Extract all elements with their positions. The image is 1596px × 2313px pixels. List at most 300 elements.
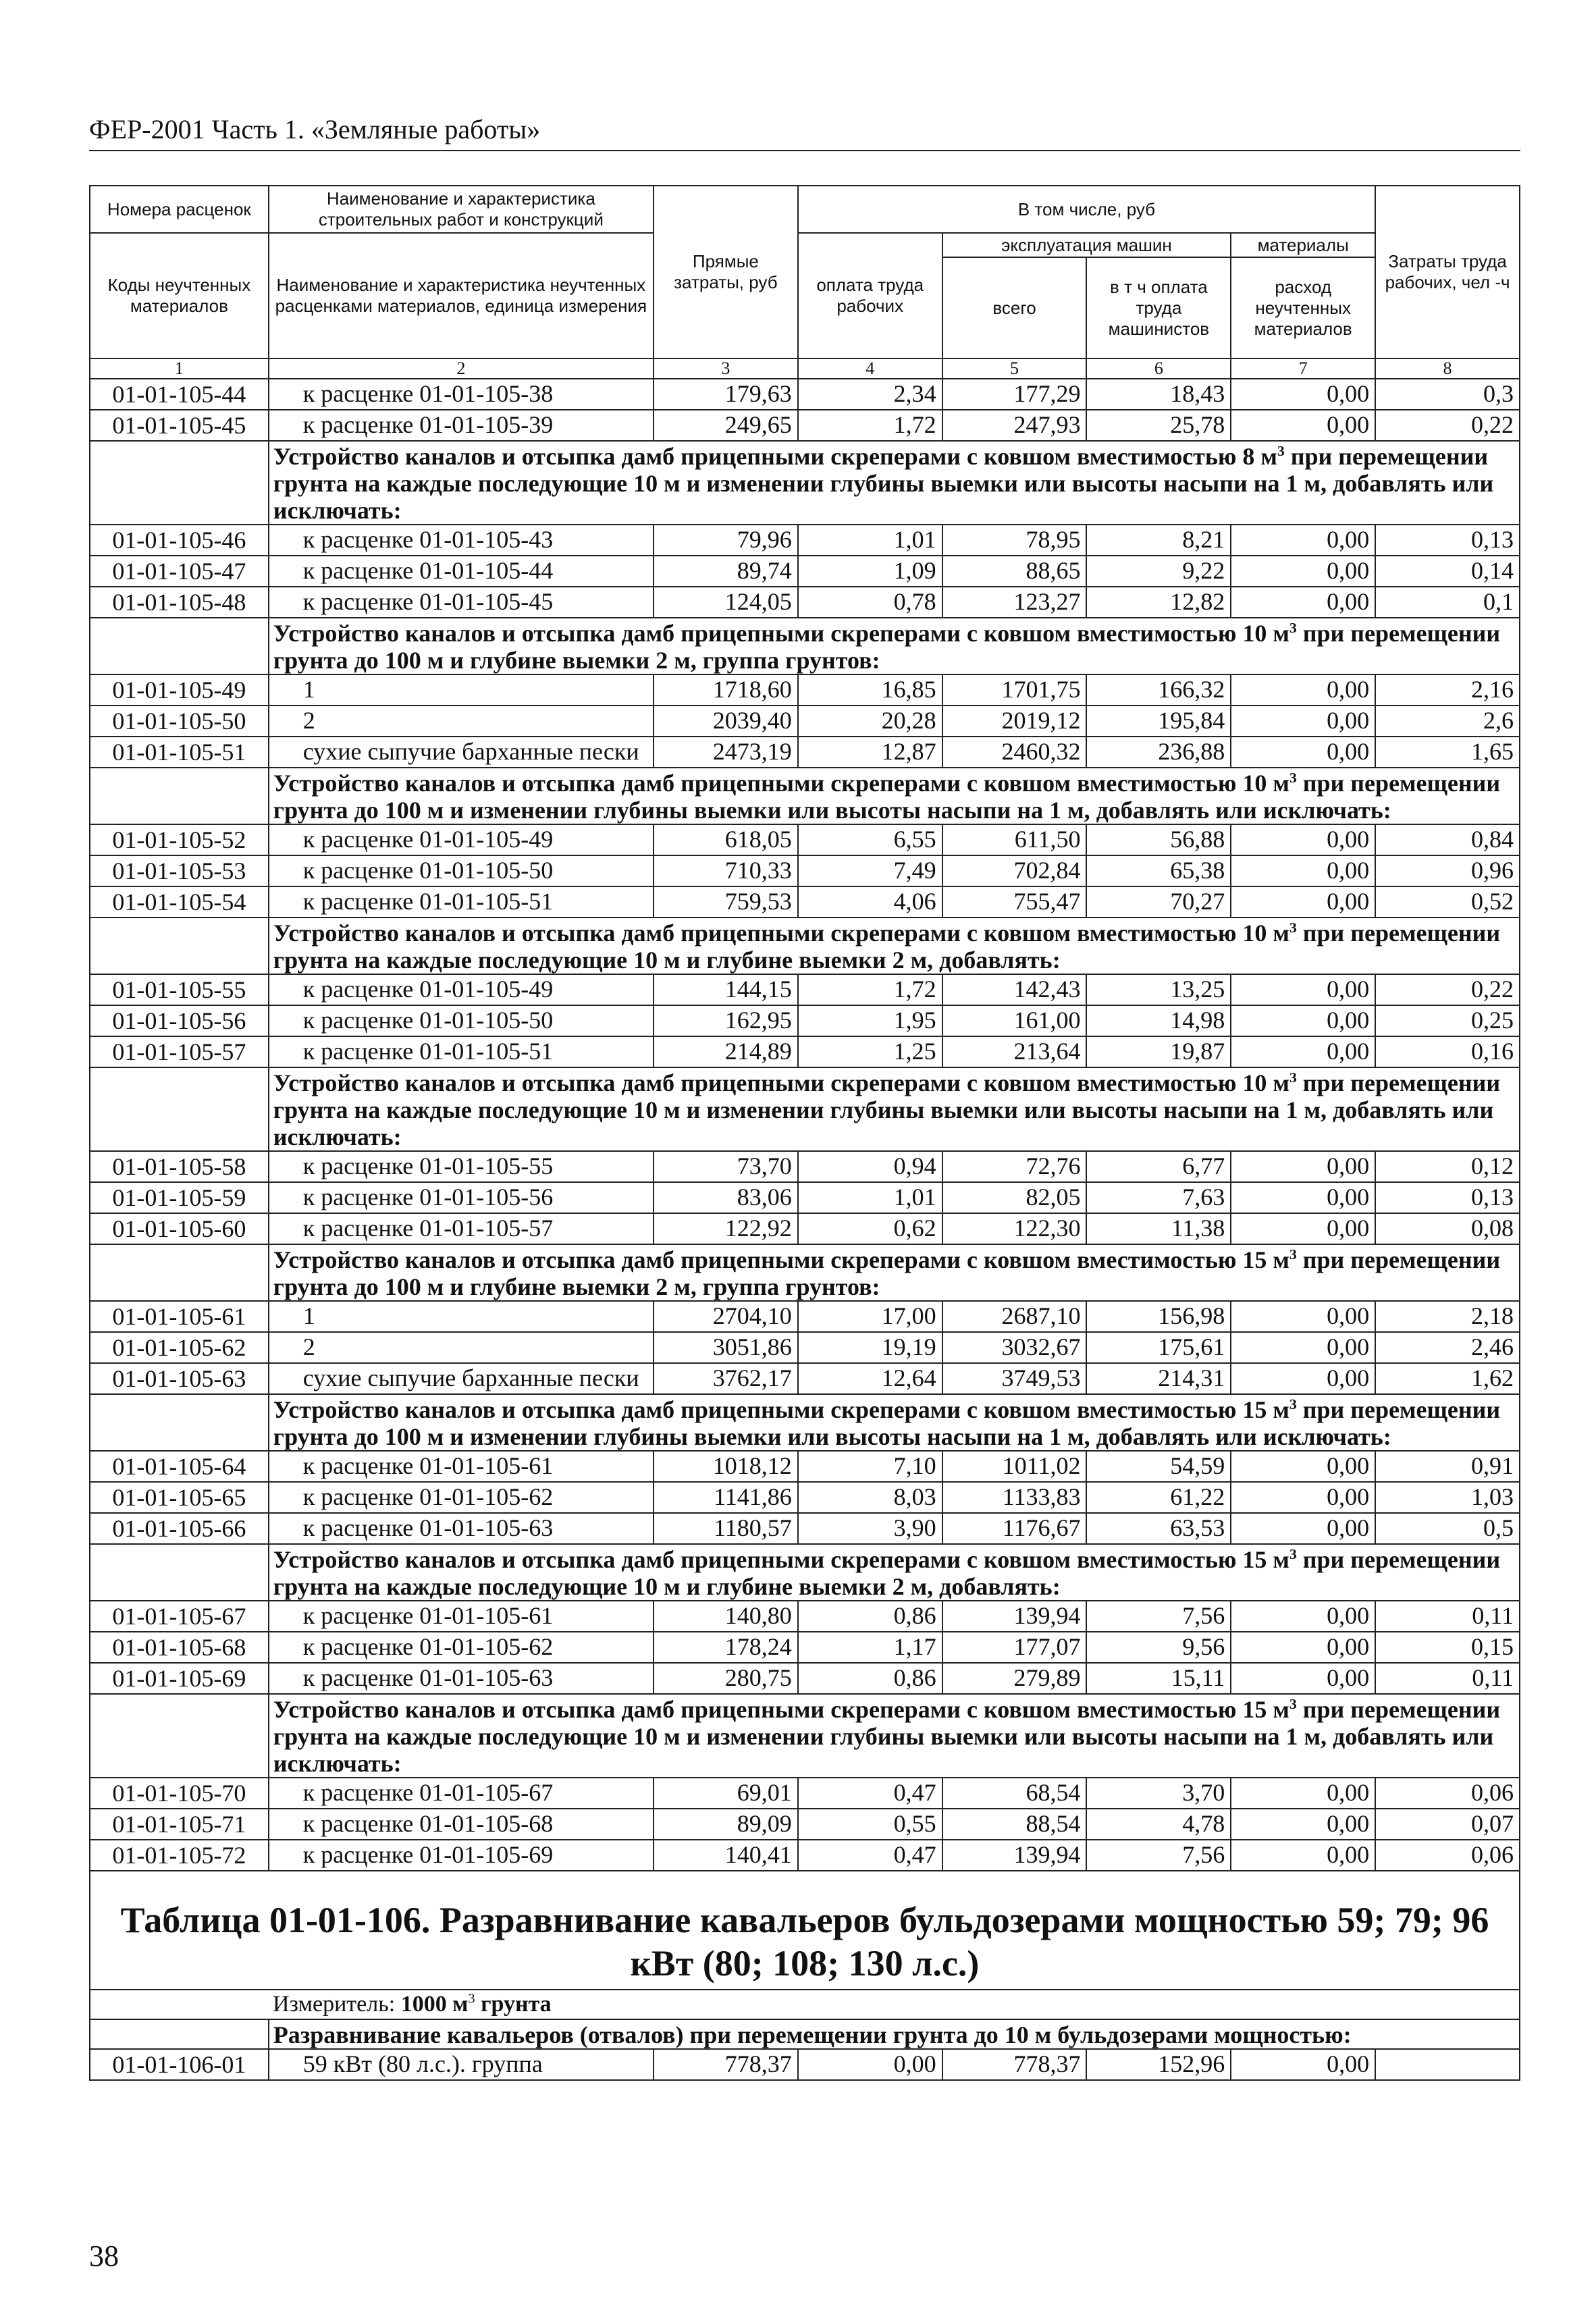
rate-code: 01-01-105-71 xyxy=(90,1809,269,1840)
page-number: 38 xyxy=(89,2239,119,2272)
rate-code: 01-01-105-70 xyxy=(90,1778,269,1809)
wages-value: 1,17 xyxy=(798,1632,942,1663)
section-heading xyxy=(269,768,1520,824)
wages-value: 0,78 xyxy=(798,587,942,618)
machines-total-value: 1133,83 xyxy=(942,1482,1087,1513)
section-text: Устройство каналов и отсыпка дамб прицепными скреперами с ковшом вместимостью 15 м xyxy=(273,1546,1289,1573)
machines-total-value: 88,65 xyxy=(942,556,1087,587)
labor-costs-value: 0,96 xyxy=(1375,855,1520,886)
table-row xyxy=(90,2049,1520,2080)
rate-name: к расценке 01-01-105-50 xyxy=(269,855,654,886)
section-blank xyxy=(90,1394,269,1451)
direct-costs-value: 162,95 xyxy=(654,1005,798,1036)
machinists-wages-value: 236,88 xyxy=(1086,737,1231,768)
machines-total-value: 139,94 xyxy=(942,1601,1087,1632)
machines-total-value: 1701,75 xyxy=(942,674,1087,706)
machines-total-value: 72,76 xyxy=(942,1151,1087,1182)
machines-total-value: 279,89 xyxy=(942,1663,1087,1694)
wages-value: 20,28 xyxy=(798,706,942,737)
measure-label: Измеритель: xyxy=(273,1992,401,2017)
section-unit-exponent: 3 xyxy=(1289,1696,1297,1712)
measure-unit xyxy=(90,1990,1520,2019)
section-unit-exponent: 3 xyxy=(1289,1069,1297,1086)
direct-costs-value: 249,65 xyxy=(654,410,798,441)
machines-total-value: 2019,12 xyxy=(942,706,1087,737)
rate-code: 01-01-106-01 xyxy=(90,2049,269,2080)
machines-total-value: 2687,10 xyxy=(942,1301,1087,1332)
wages-value: 1,72 xyxy=(798,410,942,441)
wages-value: 0,86 xyxy=(798,1663,942,1694)
rate-code: 01-01-105-50 xyxy=(90,706,269,737)
materials-value: 0,00 xyxy=(1231,1182,1375,1213)
section-unit-exponent: 3 xyxy=(1289,620,1297,636)
table-row xyxy=(90,1036,1520,1067)
materials-value: 0,00 xyxy=(1231,1482,1375,1513)
rate-code: 01-01-105-72 xyxy=(90,1840,269,1871)
col-material-names: Наименование и характеристика неучтенных расценками материалов, единица измерения xyxy=(269,233,654,358)
rate-name: к расценке 01-01-105-56 xyxy=(269,1182,654,1213)
section-blank xyxy=(90,618,269,674)
labor-costs-value: 0,11 xyxy=(1375,1663,1520,1694)
machinists-wages-value: 61,22 xyxy=(1086,1482,1231,1513)
col-number: 3 xyxy=(654,358,798,379)
machines-total-value: 702,84 xyxy=(942,855,1087,886)
rate-name: к расценке 01-01-105-45 xyxy=(269,587,654,618)
table-row xyxy=(90,1809,1520,1840)
col-material-use: расход неучтенных материалов xyxy=(1231,257,1375,358)
section-heading xyxy=(269,2019,1520,2049)
materials-value: 0,00 xyxy=(1231,1663,1375,1694)
machinists-wages-value: 13,25 xyxy=(1086,974,1231,1005)
rate-name: к расценке 01-01-105-51 xyxy=(269,1036,654,1067)
table-row xyxy=(90,1182,1520,1213)
wages-value: 1,25 xyxy=(798,1036,942,1067)
rate-code: 01-01-105-55 xyxy=(90,974,269,1005)
direct-costs-value: 83,06 xyxy=(654,1182,798,1213)
machinists-wages-value: 65,38 xyxy=(1086,855,1231,886)
col-material-codes: Коды неучтенных материалов xyxy=(90,233,269,358)
wages-value: 1,01 xyxy=(798,1182,942,1213)
table-row xyxy=(90,1151,1520,1182)
materials-value: 0,00 xyxy=(1231,1451,1375,1482)
table-row xyxy=(90,737,1520,768)
machinists-wages-value: 63,53 xyxy=(1086,1513,1231,1544)
machines-total-value: 3749,53 xyxy=(942,1363,1087,1394)
labor-costs-value: 0,06 xyxy=(1375,1778,1520,1809)
materials-value: 0,00 xyxy=(1231,1632,1375,1663)
labor-costs-value: 2,46 xyxy=(1375,1332,1520,1363)
table-title: Таблица 01-01-106. Разравнивание кавальеров бульдозерами мощностью 59; 79; 96 кВт (80; 108; 130 л.с.) xyxy=(90,1871,1520,1990)
section-heading xyxy=(269,918,1520,974)
labor-costs-value: 2,18 xyxy=(1375,1301,1520,1332)
section-row xyxy=(90,2019,1520,2049)
machinists-wages-value: 6,77 xyxy=(1086,1151,1231,1182)
rate-name: к расценке 01-01-105-61 xyxy=(269,1601,654,1632)
direct-costs-value: 140,80 xyxy=(654,1601,798,1632)
materials-value: 0,00 xyxy=(1231,855,1375,886)
section-text-cont: при перемещении грунта на каждые последующие 10 м и глубине выемки 2 м, добавлять: xyxy=(273,920,1501,974)
table-row xyxy=(90,1301,1520,1332)
section-unit-exponent: 3 xyxy=(1289,770,1297,786)
rate-name: к расценке 01-01-105-62 xyxy=(269,1632,654,1663)
wages-value: 16,85 xyxy=(798,674,942,706)
direct-costs-value: 89,09 xyxy=(654,1809,798,1840)
table-row xyxy=(90,1363,1520,1394)
rate-code: 01-01-105-60 xyxy=(90,1213,269,1244)
table-row xyxy=(90,1663,1520,1694)
machines-total-value: 247,93 xyxy=(942,410,1087,441)
materials-value: 0,00 xyxy=(1231,525,1375,556)
section-row xyxy=(90,768,1520,824)
col-direct-costs: Прямые затраты, руб xyxy=(654,186,798,358)
section-text-cont: при перемещении грунта до 100 м и изменении глубины выемки или высоты насыпи на 1 м, добавлять или исключать: xyxy=(273,770,1501,824)
rate-code: 01-01-105-49 xyxy=(90,674,269,706)
rate-name: к расценке 01-01-105-61 xyxy=(269,1451,654,1482)
table-header xyxy=(90,186,1520,379)
rate-name: к расценке 01-01-105-63 xyxy=(269,1663,654,1694)
direct-costs-value: 122,92 xyxy=(654,1213,798,1244)
rate-code: 01-01-105-65 xyxy=(90,1482,269,1513)
col-including: В том числе, руб xyxy=(798,186,1375,233)
section-unit-exponent: 3 xyxy=(1289,1396,1297,1412)
rate-name: к расценке 01-01-105-50 xyxy=(269,1005,654,1036)
wages-value: 3,90 xyxy=(798,1513,942,1544)
section-heading xyxy=(269,1544,1520,1601)
machinists-wages-value: 12,82 xyxy=(1086,587,1231,618)
wages-value: 12,87 xyxy=(798,737,942,768)
rate-code: 01-01-105-62 xyxy=(90,1332,269,1363)
section-blank xyxy=(90,1244,269,1301)
section-text-cont: при перемещении грунта на каждые последующие 10 м и изменении глубины выемки или высоты насыпи на 1 м, добавлять или исключать: xyxy=(273,1069,1501,1150)
labor-costs-value: 1,62 xyxy=(1375,1363,1520,1394)
rate-name: 2 xyxy=(269,706,654,737)
rate-code: 01-01-105-54 xyxy=(90,886,269,918)
section-text: Устройство каналов и отсыпка дамб прицепными скреперами с ковшом вместимостью 10 м xyxy=(273,1069,1289,1096)
labor-costs-value: 0,16 xyxy=(1375,1036,1520,1067)
labor-costs-value xyxy=(1375,2049,1520,2080)
rate-name: к расценке 01-01-105-57 xyxy=(269,1213,654,1244)
labor-costs-value: 0,22 xyxy=(1375,410,1520,441)
section-heading xyxy=(269,1694,1520,1778)
machines-total-value: 82,05 xyxy=(942,1182,1087,1213)
page-header: ФЕР-2001 Часть 1. «Земляные работы» xyxy=(89,115,1520,151)
table-row xyxy=(90,1213,1520,1244)
table-row xyxy=(90,824,1520,855)
machines-total-value: 177,07 xyxy=(942,1632,1087,1663)
rate-name: 1 xyxy=(269,1301,654,1332)
col-machines-incl: в т ч оплата труда машинистов xyxy=(1086,257,1231,358)
machinists-wages-value: 54,59 xyxy=(1086,1451,1231,1482)
col-number: 6 xyxy=(1086,358,1231,379)
rate-name: к расценке 01-01-105-49 xyxy=(269,974,654,1005)
labor-costs-value: 2,6 xyxy=(1375,706,1520,737)
machines-total-value: 142,43 xyxy=(942,974,1087,1005)
rate-name: к расценке 01-01-105-38 xyxy=(269,379,654,410)
materials-value: 0,00 xyxy=(1231,1036,1375,1067)
materials-value: 0,00 xyxy=(1231,1332,1375,1363)
labor-costs-value: 2,16 xyxy=(1375,674,1520,706)
measure-value: 1000 м xyxy=(400,1992,469,2017)
rate-code: 01-01-105-58 xyxy=(90,1151,269,1182)
machinists-wages-value: 8,21 xyxy=(1086,525,1231,556)
wages-value: 7,10 xyxy=(798,1451,942,1482)
rate-name: к расценке 01-01-105-62 xyxy=(269,1482,654,1513)
rate-code: 01-01-105-61 xyxy=(90,1301,269,1332)
section-blank xyxy=(90,768,269,824)
direct-costs-value: 2704,10 xyxy=(654,1301,798,1332)
machines-total-value: 88,54 xyxy=(942,1809,1087,1840)
section-text: Устройство каналов и отсыпка дамб прицепными скреперами с ковшом вместимостью 15 м xyxy=(273,1696,1289,1723)
wages-value: 1,72 xyxy=(798,974,942,1005)
rate-name: к расценке 01-01-105-67 xyxy=(269,1778,654,1809)
materials-value: 0,00 xyxy=(1231,1601,1375,1632)
machinists-wages-value: 70,27 xyxy=(1086,886,1231,918)
col-machines: эксплуатация машин xyxy=(942,233,1231,257)
direct-costs-value: 89,74 xyxy=(654,556,798,587)
labor-costs-value: 0,52 xyxy=(1375,886,1520,918)
machinists-wages-value: 18,43 xyxy=(1086,379,1231,410)
col-number: 8 xyxy=(1375,358,1520,379)
section-blank xyxy=(90,2019,269,2049)
direct-costs-value: 214,89 xyxy=(654,1036,798,1067)
direct-costs-value: 759,53 xyxy=(654,886,798,918)
section-unit-exponent: 3 xyxy=(1277,443,1285,459)
rate-code: 01-01-105-64 xyxy=(90,1451,269,1482)
materials-value: 0,00 xyxy=(1231,824,1375,855)
wages-value: 0,47 xyxy=(798,1778,942,1809)
section-heading xyxy=(269,441,1520,525)
labor-costs-value: 0,91 xyxy=(1375,1451,1520,1482)
direct-costs-value: 710,33 xyxy=(654,855,798,886)
machinists-wages-value: 4,78 xyxy=(1086,1809,1231,1840)
labor-costs-value: 0,13 xyxy=(1375,1182,1520,1213)
machinists-wages-value: 166,32 xyxy=(1086,674,1231,706)
table-row xyxy=(90,410,1520,441)
materials-value: 0,00 xyxy=(1231,379,1375,410)
rate-code: 01-01-105-57 xyxy=(90,1036,269,1067)
machinists-wages-value: 175,61 xyxy=(1086,1332,1231,1363)
machinists-wages-value: 7,56 xyxy=(1086,1601,1231,1632)
labor-costs-value: 0,84 xyxy=(1375,824,1520,855)
section-text: Устройство каналов и отсыпка дамб прицепными скреперами с ковшом вместимостью 15 м xyxy=(273,1246,1289,1273)
rate-code: 01-01-105-48 xyxy=(90,587,269,618)
labor-costs-value: 0,07 xyxy=(1375,1809,1520,1840)
machinists-wages-value: 19,87 xyxy=(1086,1036,1231,1067)
labor-costs-value: 0,11 xyxy=(1375,1601,1520,1632)
col-wages: оплата труда рабочих xyxy=(798,233,942,358)
col-number: 2 xyxy=(269,358,654,379)
labor-costs-value: 0,5 xyxy=(1375,1513,1520,1544)
table-row xyxy=(90,706,1520,737)
section-heading xyxy=(269,1394,1520,1451)
col-materials: материалы xyxy=(1231,233,1375,257)
section-unit-exponent: 3 xyxy=(1289,1546,1297,1562)
machines-total-value: 177,29 xyxy=(942,379,1087,410)
col-machines-total: всего xyxy=(942,257,1087,358)
table-row xyxy=(90,886,1520,918)
machines-total-value: 123,27 xyxy=(942,587,1087,618)
wages-value: 0,00 xyxy=(798,2049,942,2080)
wages-value: 1,01 xyxy=(798,525,942,556)
wages-value: 0,55 xyxy=(798,1809,942,1840)
rate-name: к расценке 01-01-105-44 xyxy=(269,556,654,587)
section-blank xyxy=(90,918,269,974)
machines-total-value: 161,00 xyxy=(942,1005,1087,1036)
rate-name: сухие сыпучие барханные пески xyxy=(269,737,654,768)
rate-name: сухие сыпучие барханные пески xyxy=(269,1363,654,1394)
direct-costs-value: 3051,86 xyxy=(654,1332,798,1363)
section-text: Устройство каналов и отсыпка дамб прицепными скреперами с ковшом вместимостью 10 м xyxy=(273,620,1289,647)
section-heading xyxy=(269,1067,1520,1151)
machinists-wages-value: 15,11 xyxy=(1086,1663,1231,1694)
labor-costs-value: 0,12 xyxy=(1375,1151,1520,1182)
section-row xyxy=(90,1244,1520,1301)
column-numbers-row xyxy=(90,358,1520,379)
materials-value: 0,00 xyxy=(1231,1513,1375,1544)
col-work-name: Наименование и характеристика строительных работ и конструкций xyxy=(269,186,654,233)
machinists-wages-value: 156,98 xyxy=(1086,1301,1231,1332)
section-unit-exponent: 3 xyxy=(1289,1246,1297,1262)
rate-code: 01-01-105-66 xyxy=(90,1513,269,1544)
wages-value: 0,47 xyxy=(798,1840,942,1871)
table-row xyxy=(90,1632,1520,1663)
section-heading xyxy=(269,618,1520,674)
direct-costs-value: 1018,12 xyxy=(654,1451,798,1482)
labor-costs-value: 1,03 xyxy=(1375,1482,1520,1513)
direct-costs-value: 3762,17 xyxy=(654,1363,798,1394)
section-row xyxy=(90,1394,1520,1451)
materials-value: 0,00 xyxy=(1231,1213,1375,1244)
section-text: Разравнивание кавальеров (отвалов) при перемещении грунта до 10 м бульдозерами мощностью: xyxy=(273,2021,1352,2048)
table-body xyxy=(90,379,1520,2080)
labor-costs-value: 0,22 xyxy=(1375,974,1520,1005)
machines-total-value: 122,30 xyxy=(942,1213,1087,1244)
wages-value: 8,03 xyxy=(798,1482,942,1513)
machines-total-value: 2460,32 xyxy=(942,737,1087,768)
machines-total-value: 3032,67 xyxy=(942,1332,1087,1363)
section-text-cont: при перемещении грунта на каждые последующие 10 м и изменении глубины выемки или высоты насыпи на 1 м, добавлять или исключать: xyxy=(273,443,1494,524)
materials-value: 0,00 xyxy=(1231,587,1375,618)
section-blank xyxy=(90,1067,269,1151)
section-text: Устройство каналов и отсыпка дамб прицепными скреперами с ковшом вместимостью 10 м xyxy=(273,920,1289,947)
direct-costs-value: 69,01 xyxy=(654,1778,798,1809)
labor-costs-value: 0,25 xyxy=(1375,1005,1520,1036)
machinists-wages-value: 14,98 xyxy=(1086,1005,1231,1036)
machinists-wages-value: 7,63 xyxy=(1086,1182,1231,1213)
direct-costs-value: 778,37 xyxy=(654,2049,798,2080)
section-blank xyxy=(90,441,269,525)
materials-value: 0,00 xyxy=(1231,1301,1375,1332)
labor-costs-value: 0,1 xyxy=(1375,587,1520,618)
wages-value: 7,49 xyxy=(798,855,942,886)
table-row xyxy=(90,556,1520,587)
direct-costs-value: 178,24 xyxy=(654,1632,798,1663)
machines-total-value: 778,37 xyxy=(942,2049,1087,2080)
machines-total-value: 755,47 xyxy=(942,886,1087,918)
rate-name: к расценке 01-01-105-43 xyxy=(269,525,654,556)
materials-value: 0,00 xyxy=(1231,1809,1375,1840)
machinists-wages-value: 195,84 xyxy=(1086,706,1231,737)
rate-code: 01-01-105-44 xyxy=(90,379,269,410)
wages-value: 17,00 xyxy=(798,1301,942,1332)
rate-name: к расценке 01-01-105-55 xyxy=(269,1151,654,1182)
direct-costs-value: 280,75 xyxy=(654,1663,798,1694)
machines-total-value: 213,64 xyxy=(942,1036,1087,1067)
labor-costs-value: 0,06 xyxy=(1375,1840,1520,1871)
machines-total-value: 139,94 xyxy=(942,1840,1087,1871)
materials-value: 0,00 xyxy=(1231,974,1375,1005)
col-number: 7 xyxy=(1231,358,1375,379)
direct-costs-value: 1180,57 xyxy=(654,1513,798,1544)
direct-costs-value: 73,70 xyxy=(654,1151,798,1182)
table-row xyxy=(90,1451,1520,1482)
materials-value: 0,00 xyxy=(1231,1778,1375,1809)
machinists-wages-value: 9,56 xyxy=(1086,1632,1231,1663)
wages-value: 0,94 xyxy=(798,1151,942,1182)
machines-total-value: 1011,02 xyxy=(942,1451,1087,1482)
rate-code: 01-01-105-68 xyxy=(90,1632,269,1663)
section-row xyxy=(90,1694,1520,1778)
materials-value: 0,00 xyxy=(1231,706,1375,737)
rate-name: 1 xyxy=(269,674,654,706)
machinists-wages-value: 214,31 xyxy=(1086,1363,1231,1394)
rate-code: 01-01-105-45 xyxy=(90,410,269,441)
machines-total-value: 78,95 xyxy=(942,525,1087,556)
rate-name: к расценке 01-01-105-39 xyxy=(269,410,654,441)
table-title-row xyxy=(90,1871,1520,1990)
rate-name: к расценке 01-01-105-69 xyxy=(269,1840,654,1871)
rate-name: 2 xyxy=(269,1332,654,1363)
labor-costs-value: 0,14 xyxy=(1375,556,1520,587)
section-row xyxy=(90,618,1520,674)
table-row xyxy=(90,1840,1520,1871)
section-text: Устройство каналов и отсыпка дамб прицепными скреперами с ковшом вместимостью 10 м xyxy=(273,770,1289,797)
section-text: Устройство каналов и отсыпка дамб прицепными скреперами с ковшом вместимостью 15 м xyxy=(273,1396,1289,1423)
section-blank xyxy=(90,1694,269,1778)
wages-value: 19,19 xyxy=(798,1332,942,1363)
rate-code: 01-01-105-67 xyxy=(90,1601,269,1632)
table-row xyxy=(90,1513,1520,1544)
section-text: Устройство каналов и отсыпка дамб прицепными скреперами с ковшом вместимостью 8 м xyxy=(273,443,1277,470)
materials-value: 0,00 xyxy=(1231,886,1375,918)
direct-costs-value: 140,41 xyxy=(654,1840,798,1871)
wages-value: 1,09 xyxy=(798,556,942,587)
section-row xyxy=(90,1067,1520,1151)
machines-total-value: 1176,67 xyxy=(942,1513,1087,1544)
wages-value: 0,86 xyxy=(798,1601,942,1632)
materials-value: 0,00 xyxy=(1231,737,1375,768)
rate-name: к расценке 01-01-105-68 xyxy=(269,1809,654,1840)
col-labor-costs: Затраты труда рабочих, чел -ч xyxy=(1375,186,1520,358)
table-row xyxy=(90,974,1520,1005)
machinists-wages-value: 25,78 xyxy=(1086,410,1231,441)
rate-code: 01-01-105-56 xyxy=(90,1005,269,1036)
table-row xyxy=(90,525,1520,556)
wages-value: 12,64 xyxy=(798,1363,942,1394)
labor-costs-value: 0,3 xyxy=(1375,379,1520,410)
machines-total-value: 68,54 xyxy=(942,1778,1087,1809)
machinists-wages-value: 3,70 xyxy=(1086,1778,1231,1809)
labor-costs-value: 0,15 xyxy=(1375,1632,1520,1663)
direct-costs-value: 1141,86 xyxy=(654,1482,798,1513)
section-blank xyxy=(90,1544,269,1601)
col-rate-numbers: Номера расценок xyxy=(90,186,269,233)
direct-costs-value: 618,05 xyxy=(654,824,798,855)
rate-name: к расценке 01-01-105-63 xyxy=(269,1513,654,1544)
table-row xyxy=(90,1332,1520,1363)
section-text-cont: при перемещении грунта до 100 м и изменении глубины выемки или высоты насыпи на 1 м, добавлять или исключать: xyxy=(273,1396,1501,1450)
direct-costs-value: 179,63 xyxy=(654,379,798,410)
